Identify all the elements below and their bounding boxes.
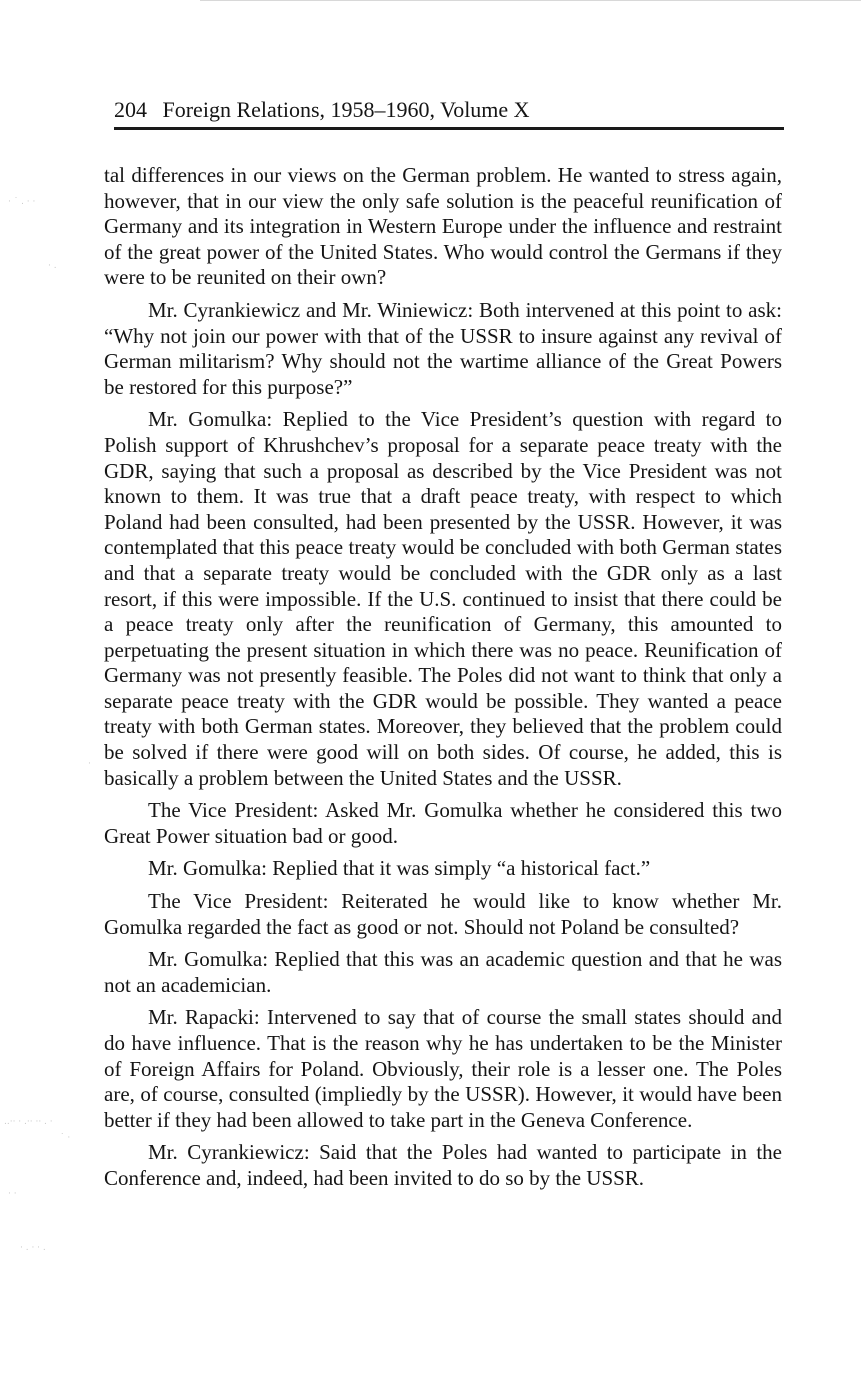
paragraph-vice-president-reiterated: The Vice President: Reiterated he would like to know whether Mr. Gomulka regarded the fact as good or not. Should not Poland be consulted? [104,889,782,939]
scan-speck: ˙ · [60,1133,71,1143]
scan-speck: · . · · . [20,1243,46,1253]
page-number: 204 [114,97,147,122]
scan-speck: · ˙ . · · [8,197,36,207]
scan-speck: · · [8,1189,17,1199]
running-title: Foreign Relations, 1958–1960, Volume X [162,97,530,122]
body-text [104,163,782,1199]
paragraph-continued: tal differences in our views on the German problem. He wanted to stress again, however, that in our view the only safe solution is the peaceful reunification of Germany and its integration in Western Europe under the influence and restraint of the great power of the United States. Who would control the Germans if they were to be reunited on their own? [104,163,782,290]
header-rule [114,127,784,130]
top-edge-rule [200,0,861,1]
paragraph-gomulka-academic: Mr. Gomulka: Replied that this was an academic question and that he was not an academician. [104,947,782,997]
scan-speck: · [88,759,91,769]
paragraph-vice-president-question: The Vice President: Asked Mr. Gomulka whether he considered this two Great Power situation bad or good. [104,798,782,848]
paragraph-cyrankiewicz-conference: Mr. Cyrankiewicz: Said that the Poles had wanted to participate in the Conference and, indeed, had been invited to do so by the USSR. [104,1140,782,1190]
paragraph-gomulka-historical-fact: Mr. Gomulka: Replied that it was simply “a historical fact.” [148,856,651,881]
paragraph-cyrankiewicz-winiewicz: Mr. Cyrankiewicz and Mr. Winiewicz: Both intervened at this point to ask: “Why not join our power with that of the USSR to insure against any revival of German militarism? Why should not the wartime alliance of the Great Powers be restored for this purpose?” [104,297,782,399]
running-header [114,96,784,124]
paragraph-rapacki: Mr. Rapacki: Intervened to say that of course the small states should and do have influence. That is the reason why he has undertaken to be the Minister of Foreign Affairs for Poland. Obviously, their role is a lesser one. The Poles are, of course, consulted (impliedly by the USSR). However, it would have been better if they had been allowed to take part in the Geneva Conference. [104,1005,782,1132]
scan-speck: ..·· · .·· ·· . · [4,1117,53,1127]
scan-speck: · . [48,261,57,271]
paragraph-gomulka-reply: Mr. Gomulka: Replied to the Vice President’s question with regard to Polish support of Khrushchev’s proposal for a separate peace treaty with the GDR, saying that such a proposal as described by the Vice President was not known to them. It was true that a draft peace treaty, with respect to which Poland had been consulted, had been presented by the USSR. However, it was contemplated that this peace treaty would be concluded with both German states and that a separate treaty would be concluded with the GDR only as a last resort, if this were impossible. If the U.S. continued to insist that there could be a peace treaty only after the reunification of Germany, this amounted to perpetuating the present situation in which there was no peace. Reunification of Germany was not presently feasible. The Poles did not want to think that only a separate peace treaty with the GDR would be possible. They wanted a peace treaty with both German states. Moreover, they believed that the problem could be solved if there were good will on both sides. Of course, he added, this is basically a problem between the United States and the USSR. [104,407,782,790]
